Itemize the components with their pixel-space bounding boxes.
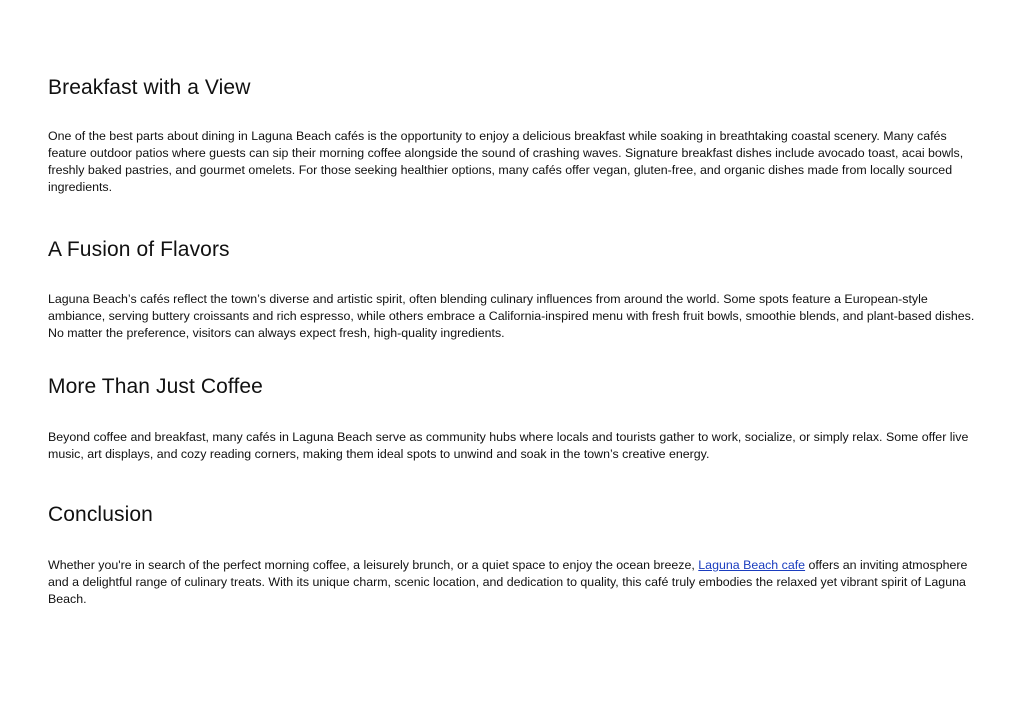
section-paragraph: One of the best parts about dining in Laguna Beach cafés is the opportunity to enjoy a delicious breakfast while soaking in breathtaking coastal scenery. Many cafés feature outdoor patios where guests can sip their morning coffee alongside the sound of crashing waves. Signature breakfast dishes include avocado toast, acai bowls, freshly baked pastries, and gourmet omelets. For those seeking healthier options, many cafés offer vegan, gluten-free, and organic dishes made from locally sourced ingredients. — [48, 129, 964, 194]
section-paragraph: Beyond coffee and breakfast, many cafés in Laguna Beach serve as community hubs where locals and tourists gather to work, socialize, or simply relax. Some offer live music, art displays, and cozy reading corners, making them ideal spots to unwind and soak in the town’s creative energy. — [48, 430, 969, 461]
section-breakfast-with-a-view — [48, 75, 978, 196]
section-heading: More Than Just Coffee — [48, 375, 263, 398]
section-heading: Conclusion — [48, 503, 153, 526]
paragraph-text-after-link: offers an inviting atmosphere and a delightful range of culinary treats. With its unique charm, scenic location, and dedication to quality, this café truly embodies the relaxed yet vibrant spirit of Laguna Beach. — [48, 558, 968, 606]
section-heading: Breakfast with a View — [48, 76, 251, 99]
section-paragraph: Laguna Beach’s cafés reflect the town’s diverse and artistic spirit, often blending culinary influences from around the world. Some spots feature a European-style ambiance, serving buttery croissants and rich espresso, while others embrace a California-inspired menu with fresh fruit bowls, smoothie blends, and plant-based dishes. No matter the preference, visitors can always expect fresh, high-quality ingredients. — [48, 292, 975, 340]
section-a-fusion-of-flavors — [48, 237, 978, 342]
paragraph-text-before-link: Whether you're in search of the perfect morning coffee, a leisurely brunch, or a quiet space to enjoy the ocean breeze, — [48, 558, 699, 572]
section-heading: A Fusion of Flavors — [48, 238, 230, 261]
section-more-than-just-coffee — [48, 374, 978, 463]
laguna-beach-cafe-link[interactable]: Laguna Beach cafe — [698, 558, 806, 572]
section-paragraph — [48, 557, 978, 608]
section-conclusion — [48, 502, 978, 608]
